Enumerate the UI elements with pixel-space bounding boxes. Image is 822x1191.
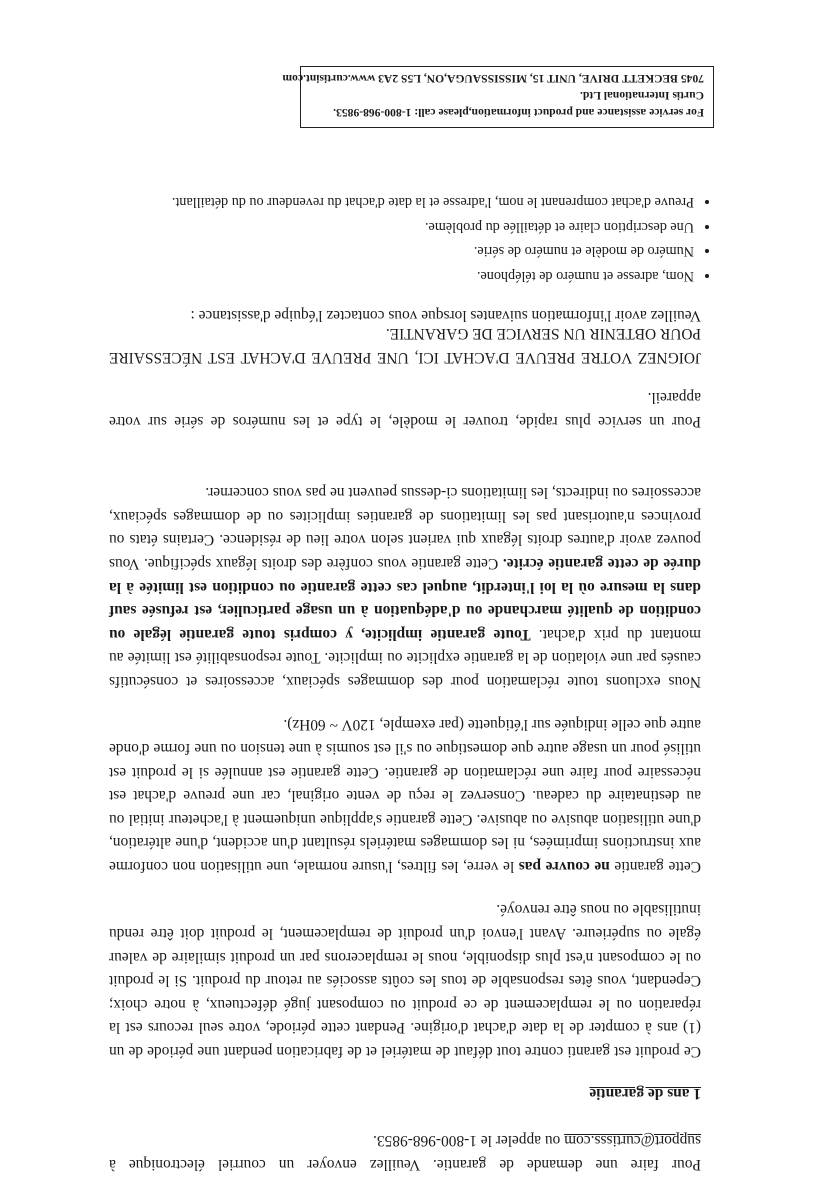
contact-line-company: Curtis International Ltd. <box>580 89 704 102</box>
support-info-list <box>84 190 712 288</box>
support-info-intro: Veuillez avoir l'information suivantes lorsque vous contactez l'équipe d'assistance : <box>190 307 701 324</box>
liability-text-b: Cette garantie vous confère des droits légaux spécifique. Vous pouvez avoir d'autres droits légaux qui varient selon votre lieu de résidence. Certains états ou provinces n'autorisant pas les limitations de garanties implicites ou de dommages spéciaux, accessoires ou indirects, les limitations ci-dessus peuvent ne pas vous concerner. <box>109 484 701 573</box>
exclusions-paragraph <box>109 713 701 878</box>
intro-paragraph <box>109 1129 701 1176</box>
support-email-link[interactable]: support@curtisss.com <box>564 1132 701 1150</box>
liability-bold: Toute garantie implicite, y compris toute garantie légale ou condition de qualité marchande ou d'adéquation à un usage particulier, est refusée sauf dans la mesure où la loi l'interdit, auquel cas cette garantie ou condition est limitée à la durée de cette garantie écrite. <box>109 555 701 643</box>
contact-line-address: 7045 BECKETT DRIVE, UNIT 15, MISSISSAUGA,ON, L5S 2A3 www.curtisint.com <box>282 72 704 85</box>
list-item: • Preuve d'achat comprenant le nom, l'adresse et la date d'achat du revendeur ou du détaillant. <box>84 190 694 215</box>
exclusions-text-a: Cette garantie <box>609 858 701 875</box>
exclusions-text-b: le verre, les filtres, l'usure normale, une utilisation non conforme aux instructions imprimées, ni les dommages matériels résultant d'un accident, d'une altération, d'une utilisation abusive ou abusive. Cette garantie s'applique uniquement à l'acheteur initial ou au destinataire du cadeau. Conservez le reçu de vente original, car une preuve d'achat est nécessaire pour faire une réclamation de garantie. Cette garantie est annulée si le produit est utilisé pour un usage autre que domestique ou s'il est soumis à une tension ou une forme d'onde autre que celle indiquée sur l'étiquette (par exemple, 120V ~ 60Hz). <box>109 716 701 875</box>
intro-text-a: Pour faire une demande de garantie. Veuillez envoyer un courriel électronique à <box>109 1156 701 1173</box>
coverage-paragraph: Ce produit est garanti contre tout défaut de matériel et de fabrication pendant une période de un (1) ans à compter de la date d'achat d'origine. Pendant cette période, votre seul recours est la réparation ou le remplacement de ce produit ou composant jugé défectueux, à notre choix; Cependant, vous êtes responsable de tous les coûts associés au retour du produit. Si le produit ou le composant n'est plus disponible, nous le remplacerons par un produit similaire de valeur égale ou supérieure. Avant l'envoi d'un produit de remplacement, le produit doit être rendu inutilisable ou nous être renvoyé. <box>109 901 701 1060</box>
proof-of-purchase-notice: JOIGNEZ VOTRE PREUVE D'ACHAT ICI, UNE PREUVE D'ACHAT EST NÉCESSAIRE POUR OBTENIR UN SERVICE DE GARANTIE. <box>109 325 701 366</box>
liability-text-a: Nous excluons toute réclamation pour des dommages spéciaux, accessoires et consécutifs causés par une violation de la garantie explicite ou implicite. Toute responsabilité est limitée au montant du prix d'achat. <box>109 625 701 690</box>
contact-info-box <box>282 66 714 128</box>
contact-line-service: For service assistance and product information,please call: 1-800-968-9853. <box>333 106 704 119</box>
list-item: • Une description claire et détaillée du problème. <box>84 215 694 240</box>
warranty-heading: 1 ans de garantie <box>589 1085 701 1102</box>
list-item: • Numéro de modèle et numéro de série. <box>84 239 694 264</box>
intro-text-b: ou appeler le 1-800-968-9853. <box>373 1132 561 1150</box>
list-item: • Nom, adresse et numéro de téléphone. <box>84 264 694 289</box>
service-tip-paragraph: Pour un service plus rapide, trouver le modèle, le type et les numéros de série sur votre appareil. <box>109 389 701 430</box>
liability-paragraph <box>109 481 701 693</box>
exclusions-bold: ne couvre pas <box>518 858 610 875</box>
